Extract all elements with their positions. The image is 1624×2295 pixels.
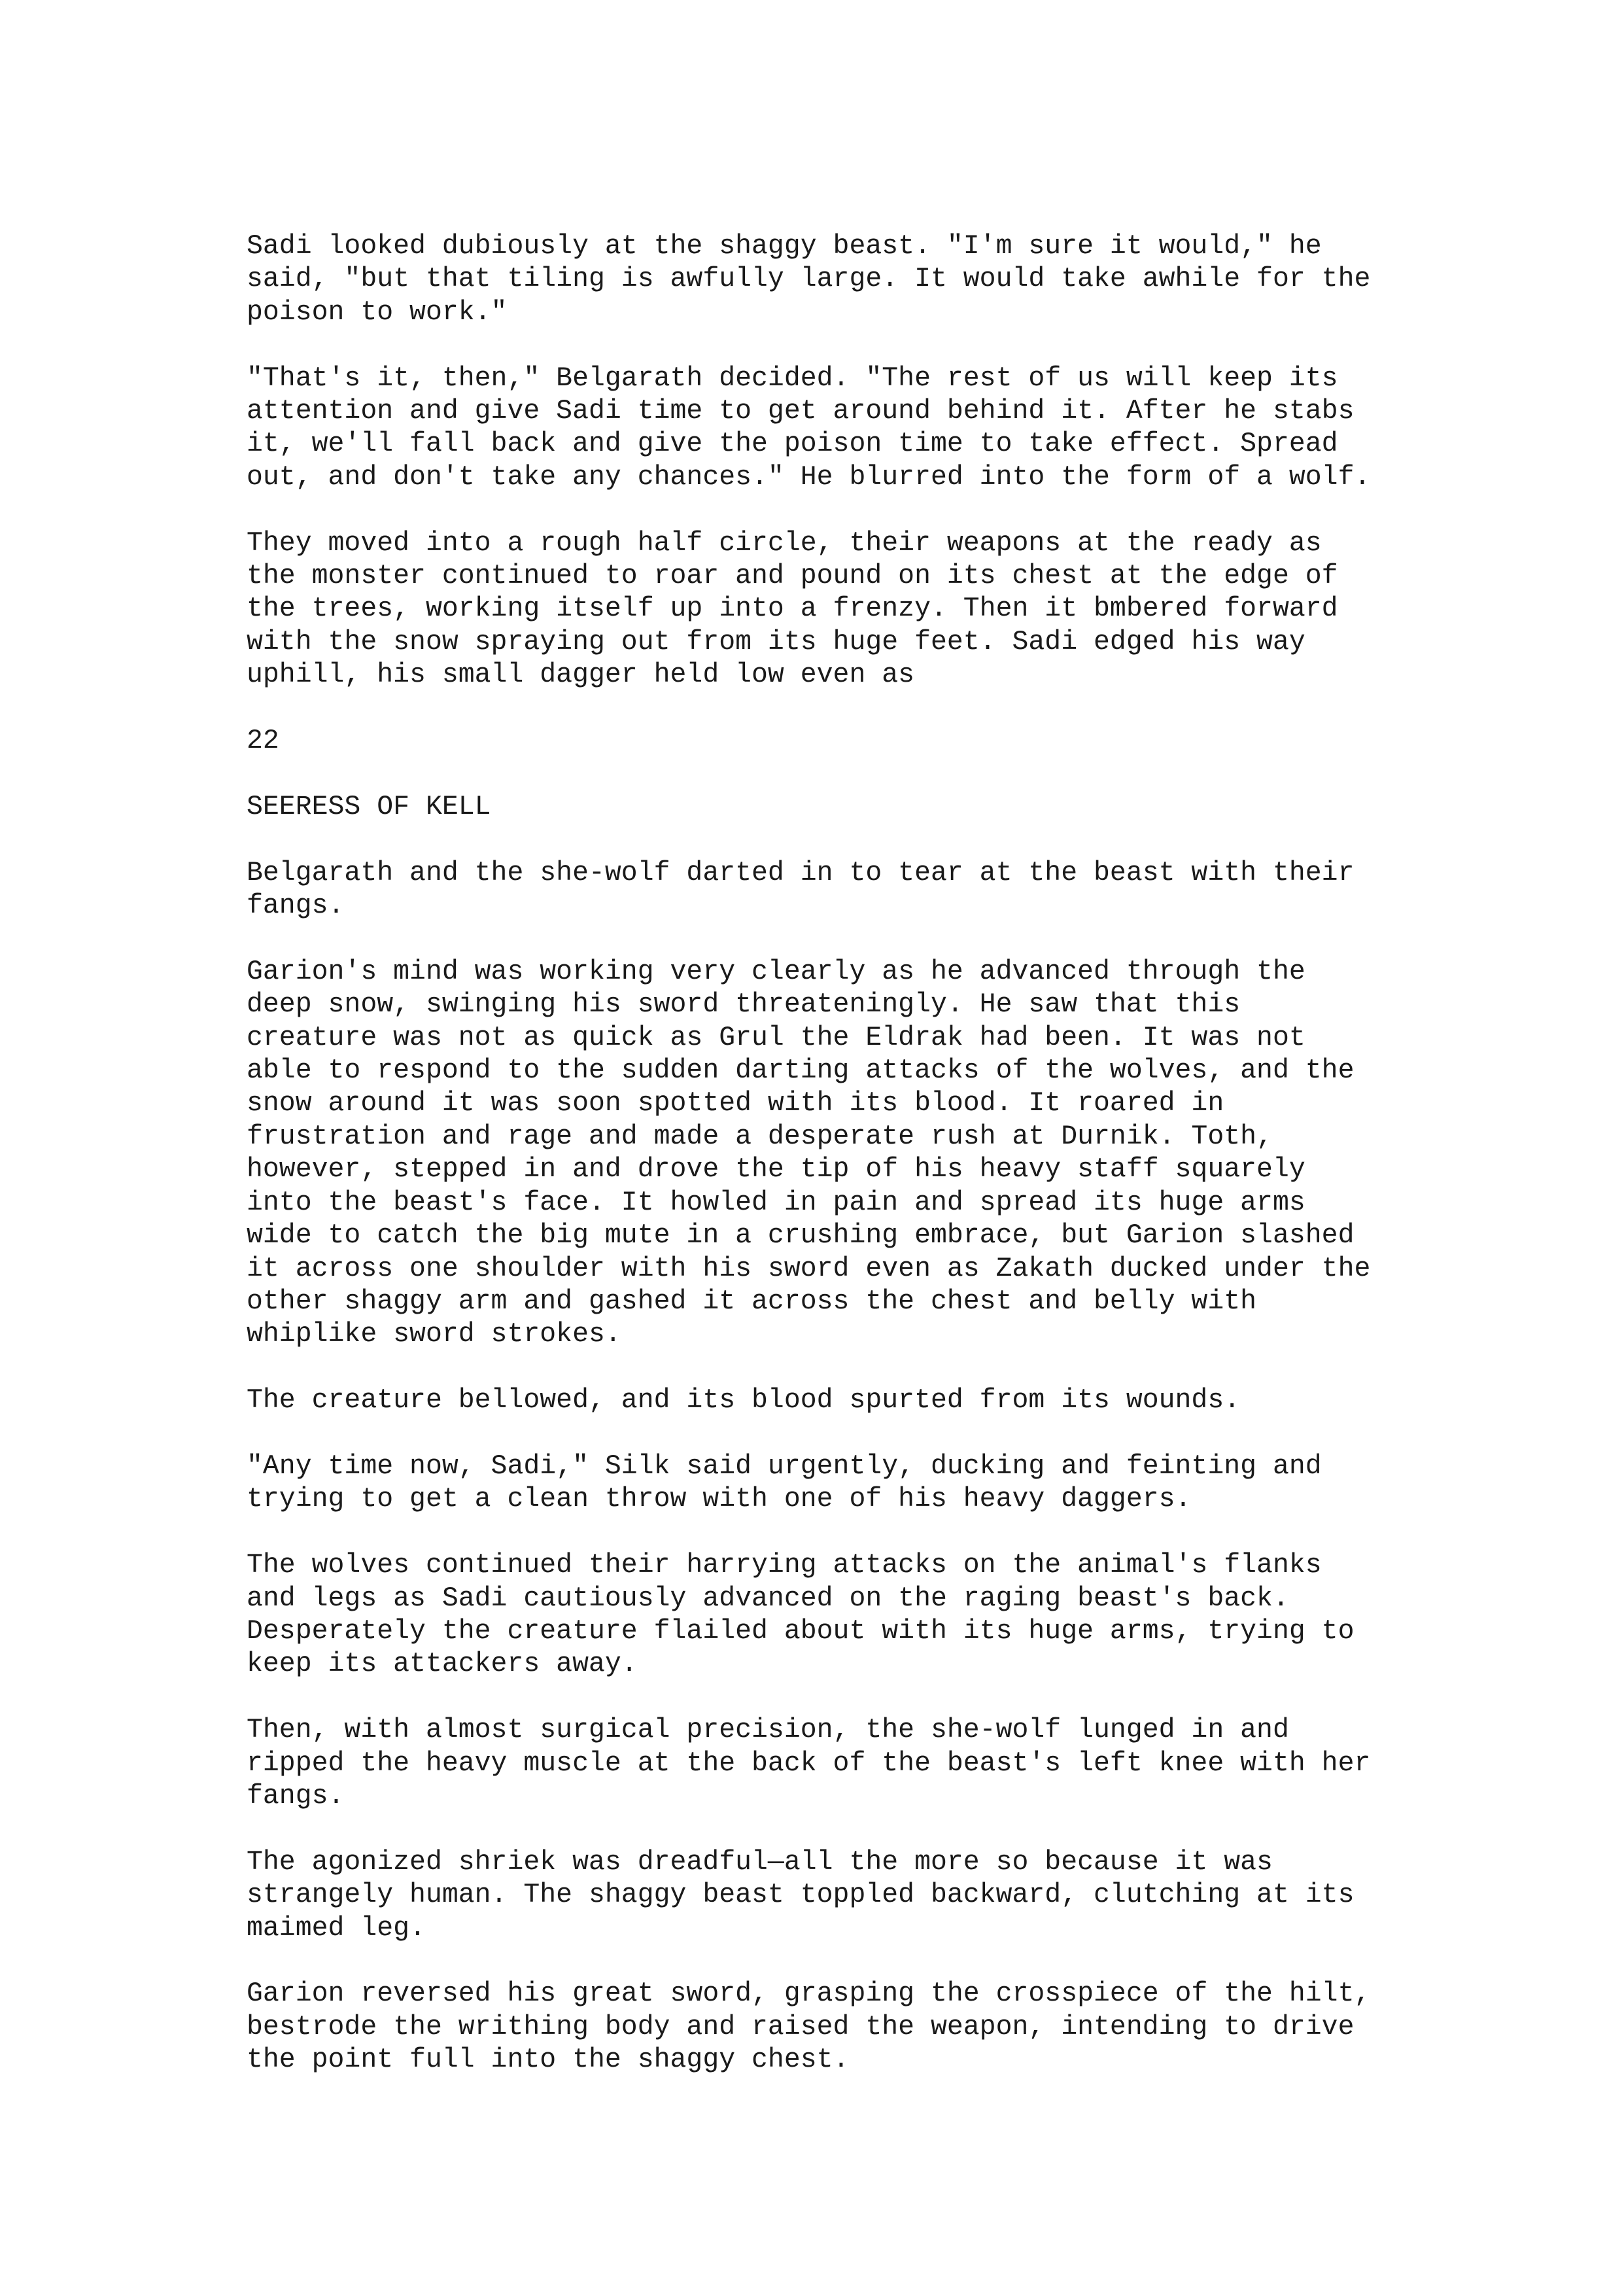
paragraph: [247, 1714, 1398, 1813]
text-line: strangely human. The shaggy beast toppled backward, clutching at its: [247, 1880, 1355, 1911]
text-line: creature was not as quick as Grul the Eldrak had been. It was not: [247, 1022, 1305, 1053]
text-line: with the snow spraying out from its huge feet. Sadi edged his way: [247, 626, 1305, 657]
text-line: Garion's mind was working very clearly as he advanced through the: [247, 956, 1305, 987]
text-line: wide to catch the big mute in a crushing embrace, but Garion slashed: [247, 1220, 1355, 1252]
text-line: Belgarath and the she-wolf darted in to tear at the beast with their: [247, 857, 1355, 888]
paragraph: [247, 362, 1398, 495]
text-line: attention and give Sadi time to get around behind it. After he stabs: [247, 396, 1355, 427]
text-line: "That's it, then," Belgarath decided. "The rest of us will keep its: [247, 362, 1338, 394]
text-line: the point full into the shaggy chest.: [247, 2044, 850, 2076]
text-line: The agonized shriek was dreadful—all the more so because it was: [247, 1846, 1273, 1878]
text-line: Sadi looked dubiously at the shaggy beast. "I'm sure it would," he: [247, 231, 1322, 262]
paragraph: [247, 857, 1398, 923]
paragraph: [247, 956, 1398, 1352]
text-line: maimed leg.: [247, 1912, 426, 1944]
text-line: poison to work.": [247, 296, 508, 328]
text-line: Garion reversed his great sword, grasping the crosspiece of the hilt,: [247, 1978, 1371, 2010]
paragraph: [247, 1978, 1398, 2076]
text-line: trying to get a clean throw with one of his heavy daggers.: [247, 1484, 1192, 1515]
paragraph: [247, 1549, 1398, 1681]
text-line: other shaggy arm and gashed it across the chest and belly with: [247, 1286, 1257, 1317]
text-line: out, and don't take any chances." He blurred into the form of a wolf.: [247, 461, 1371, 493]
text-line: The creature bellowed, and its blood spurted from its wounds.: [247, 1385, 1241, 1416]
text-line: said, "but that tiling is awfully large. It would take awhile for the: [247, 264, 1371, 295]
text-line: fangs.: [247, 1780, 345, 1812]
text-line: however, stepped in and drove the tip of his heavy staff squarely: [247, 1154, 1305, 1185]
text-line: able to respond to the sudden darting attacks of the wolves, and the: [247, 1055, 1355, 1087]
text-line: into the beast's face. It howled in pain and spread its huge arms: [247, 1187, 1305, 1218]
text-line: 22: [247, 726, 279, 757]
text-line: They moved into a rough half circle, their weapons at the ready as: [247, 527, 1322, 559]
text-line: it across one shoulder with his sword even as Zakath ducked under the: [247, 1253, 1371, 1284]
text-line: it, we'll fall back and give the poison time to take effect. Spread: [247, 429, 1338, 460]
text-line: the trees, working itself up into a frenzy. Then it bmbered forward: [247, 593, 1338, 625]
paragraph: [247, 1384, 1398, 1417]
text-line: The wolves continued their harrying attacks on the animal's flanks: [247, 1550, 1322, 1581]
text-line: and legs as Sadi cautiously advanced on the raging beast's back.: [247, 1583, 1289, 1614]
text-line: whiplike sword strokes.: [247, 1319, 621, 1350]
text-line: the monster continued to roar and pound on its chest at the edge of: [247, 561, 1338, 592]
paragraph: [247, 1846, 1398, 1945]
page-number: [247, 725, 1398, 758]
paragraph: [247, 1450, 1398, 1516]
text-line: ripped the heavy muscle at the back of the beast's left knee with her: [247, 1747, 1371, 1779]
text-line: bestrode the writhing body and raised the weapon, intending to drive: [247, 2011, 1355, 2042]
text-line: Desperately the creature flailed about with its huge arms, trying to: [247, 1615, 1355, 1647]
text-line: "Any time now, Sadi," Silk said urgently, ducking and feinting and: [247, 1450, 1322, 1482]
text-line: uphill, his small dagger held low even as: [247, 659, 915, 691]
paragraph: [247, 230, 1398, 329]
text-line: Then, with almost surgical precision, the she-wolf lunged in and: [247, 1715, 1289, 1746]
text-line: fangs.: [247, 890, 345, 922]
text-line: SEERESS OF KELL: [247, 791, 491, 822]
paragraph: [247, 527, 1398, 692]
text-line: snow around it was soon spotted with its blood. It roared in: [247, 1088, 1224, 1119]
text-line: keep its attackers away.: [247, 1649, 638, 1680]
page-text: [247, 230, 1398, 2110]
running-header: [247, 791, 1398, 824]
text-line: frustration and rage and made a desperate rush at Durnik. Toth,: [247, 1121, 1273, 1152]
text-line: deep snow, swinging his sword threateningly. He saw that this: [247, 989, 1241, 1021]
